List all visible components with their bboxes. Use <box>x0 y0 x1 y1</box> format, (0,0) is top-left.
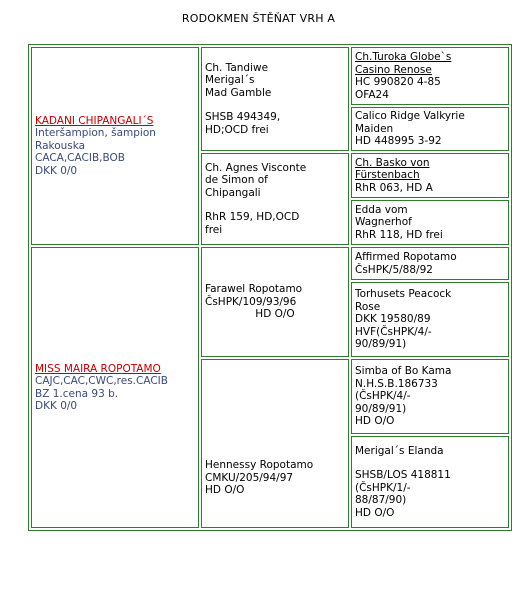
pedigree-table <box>28 44 512 531</box>
dam-title-line: CAJC,CAC,CWC,res.CACIB <box>35 375 168 387</box>
dam-title-line: BZ 1.cena 93 b. <box>35 387 119 400</box>
sire-title-line: CACA,CACIB,BOB <box>35 152 125 165</box>
dam-father-cell: Farawel Ropotamo ČsHPK/109/93/96 HD O/O <box>201 247 349 357</box>
sire-title-line: Interšampion, šampion <box>35 127 156 140</box>
dam-title-line: DKK 0/0 <box>35 400 78 412</box>
sire-name-link[interactable]: KADANI CHIPANGALI´S <box>35 114 154 127</box>
sire-mother-cell: Ch. Agnes Visconte de Simon of Chipangali RhR 159, HD,OCD frei <box>201 153 349 245</box>
sire-father-cell: Ch. Tandiwe Merigal´s Mad Gamble SHSB 494349, HD;OCD frei <box>201 47 349 151</box>
dam-mother-mother-cell: Merigal´s Elanda SHSB/LOS 418811 (ČsHPK/1/- 88/87/90) HD O/O <box>351 436 509 528</box>
ancestor-link[interactable]: Ch. Basko von <box>355 156 430 169</box>
dam-father-mother-cell: Torhusets Peacock Rose DKK 19580/89 HVF(ČsHPK/4/- 90/89/91) <box>351 282 509 357</box>
page-title: RODOKMEN ŠTĚŇAT VRH A <box>181 12 336 25</box>
dam-name-link[interactable]: MISS MAIRA ROPOTAMO <box>35 362 161 375</box>
sire-title-line: DKK 0/0 <box>35 164 78 177</box>
sire-mother-mother-cell: Edda vom Wagnerhof RhR 118, HD frei <box>351 200 509 245</box>
ancestor-link[interactable]: Fürstenbach <box>355 169 420 182</box>
sire-father-mother-cell: Calico Ridge Valkyrie Maiden HD 448995 3-92 <box>351 107 509 151</box>
dam-father-father-cell: Affirmed Ropotamo ČsHPK/5/88/92 <box>351 247 509 280</box>
dam-mother-father-cell: Simba of Bo Kama N.H.S.B.186733 (ČsHPK/4/- 90/89/91) HD O/O <box>351 359 509 434</box>
sire-title-line: Rakouska <box>35 139 86 152</box>
dam-mother-cell: Hennessy Ropotamo CMKU/205/94/97 HD O/O <box>201 359 349 528</box>
dam-cell <box>31 247 199 528</box>
ancestor-link[interactable]: Ch.Turoka Globe`s <box>355 51 452 63</box>
sire-mother-father-cell: Ch. Basko von Fürstenbach RhR 063, HD A <box>351 153 509 198</box>
ancestor-link[interactable]: Casino Renose <box>355 63 432 76</box>
sire-father-father-cell: Ch.Turoka Globe`s Casino Renose HC 990820 4-85 OFA24 <box>351 47 509 105</box>
sire-cell <box>31 47 199 245</box>
